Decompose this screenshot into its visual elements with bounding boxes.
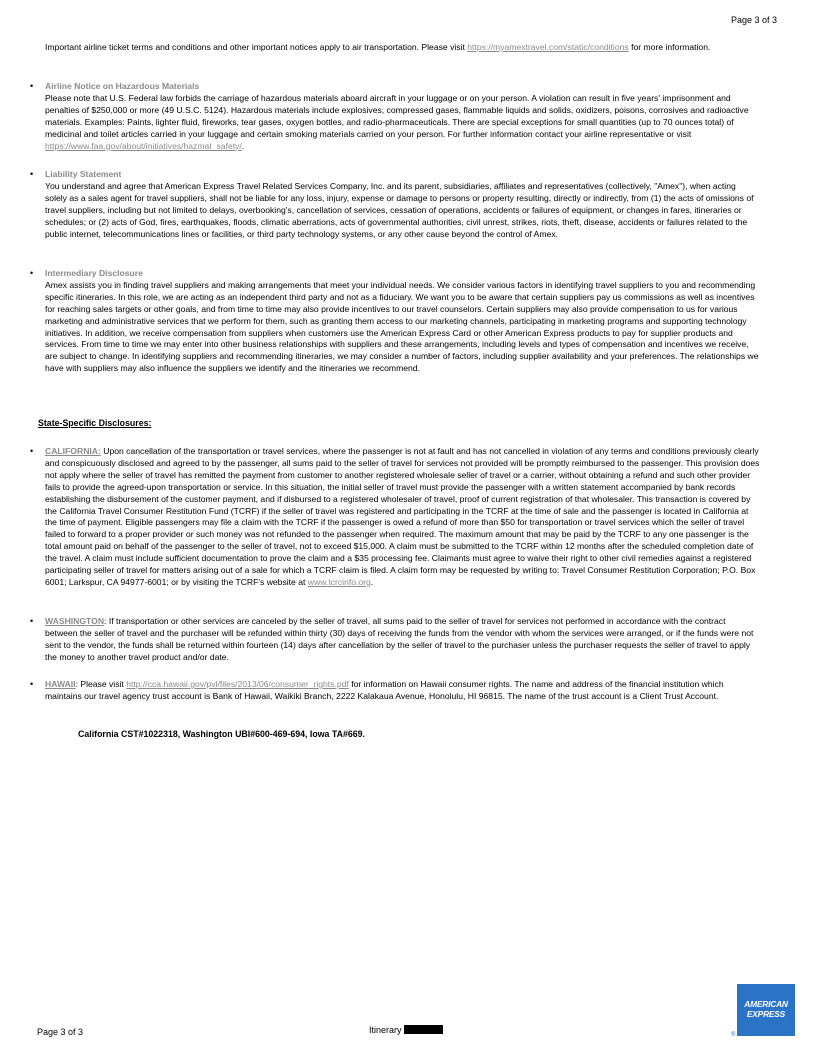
bullet-icon: • bbox=[30, 169, 34, 179]
conditions-link[interactable]: https://myamextravel.com/static/conditions bbox=[467, 42, 629, 52]
tcrf-link[interactable]: www.tcrcinfo.org bbox=[307, 576, 371, 587]
bullet-icon: • bbox=[30, 446, 34, 456]
footer-page-number: Page 3 of 3 bbox=[37, 1027, 84, 1037]
intro-paragraph: Important airline ticket terms and conditions and other important notices apply to air transportation. Please visit https://myamextravel.com/static/conditions for more information. bbox=[45, 42, 711, 52]
hazmat-title: Airline Notice on Hazardous Materials bbox=[45, 81, 200, 91]
california-section: CALIFORNIA: Upon cancellation of the transportation or travel services, where the passenger is not at fault and has not cancelled in violation of any terms and conditions previously clearly and conspicuously disclosed and agreed to by the passenger, all sums paid to the seller of travel for services not provided will be promptly reimbursed to the passenger. This provision does not apply where the seller of travel has remitted the payment from customer to another registered wholesale seller of travel or a carrier, without obtaining a refund and such other provider fails to provide the agreed-upon transportation or service. In this situation, the initial seller of travel must provide the passenger with a written statement accompanied by bank records establishing the disbursement of the customer payment, and if disbursed to a registered wholesaler of travel, proof of current registration of that wholesaler. This transaction is covered by the California Travel Consumer Restitution Fund (TCRF) if the seller of travel was registered and participating in the TCRF at the time of sale and the passenger is located in California at the time of payment. Eligible passengers may file a claim with the TCRF if the passenger is owed a refund of more than $50 for transportation or travel services which the seller of travel failed to forward to a proper provider or such money was not refunded to the passenger when required. The maximum amount that may be paid by the TCRF to any one passenger is the total amount paid on behalf of the passenger to the seller of travel, not to exceed $15,000. A claim must be submitted to the TCRF within 12 months after the scheduled completion date of the travel. A claim must include sufficient documentation to prove the claim and a $35 processing fee. Claimants must agree to waive their right to other civil remedies against a registered participating seller of travel for matters arising out of a sale for which a TCRF claim is filed. A claim form may be requested by writing to: Travel Consumer Restitution Corporation; P.O. Box 6001; Larkspur, CA 94977-6001; or by visiting the TCRF's website at www.tcrcinfo.org. bbox=[45, 446, 760, 587]
washington-label[interactable]: WASHINGTON bbox=[45, 616, 105, 626]
bullet-icon: • bbox=[30, 616, 34, 626]
liability-title: Liability Statement bbox=[45, 169, 122, 179]
hawaii-consumer-rights-link[interactable]: http://cca.hawaii.gov/pvl/files/2013/06/consumer_rights.pdf bbox=[126, 679, 349, 689]
hawaii-label[interactable]: HAWAII bbox=[45, 679, 76, 689]
intermediary-title: Intermediary Disclosure bbox=[45, 268, 143, 278]
hazmat-text: Please note that U.S. Federal law forbids the carriage of hazardous materials aboard aircraft in your luggage or on your person. A violation can result in five years' imprisonment and penalties of $250,000 or more (49 U.S.C. 5124). Hazardous materials include explosives, compressed gases, flammable liquids and solids, oxidizers, poisons, corrosives and radioactive materials. Examples: Paints, lighter fluid, fireworks, tear gases, oxygen bottles, and radio-pharmaceuticals. There are special exceptions for small quantities (up to 70 ounces total) of medicinal and toilet articles carried in your luggage and certain smoking materials carried on your person. For further information contact your airline representative or visit https://www.faa.gov/about/initiatives/hazmat_safety/. bbox=[45, 92, 749, 151]
bullet-icon: • bbox=[30, 268, 34, 278]
footer-itinerary-label: Itinerary bbox=[369, 1025, 402, 1035]
logo-line1: AMERICAN bbox=[744, 999, 788, 1009]
state-disclosures-title: State-Specific Disclosures: bbox=[38, 418, 152, 428]
bullet-icon: • bbox=[30, 81, 34, 91]
logo-line2: EXPRESS bbox=[746, 1009, 786, 1019]
faa-link[interactable]: https://www.faa.gov/about/initiatives/hazmat_safety/ bbox=[45, 140, 242, 151]
registration-numbers: California CST#1022318, Washington UBI#600-469-694, Iowa TA#669. bbox=[78, 729, 365, 739]
hawaii-section: HAWAII: Please visit http://cca.hawaii.gov/pvl/files/2013/06/consumer_rights.pdf for information on Hawaii consumer rights. The name and address of the financial institution which maintains our travel agency trust account is Bank of Hawaii, Waikiki Branch, 2222 Kalakaua Avenue, Honolulu, HI 96815. The name of the trust account is a Client Trust Account. bbox=[45, 679, 724, 701]
liability-text: You understand and agree that American Express Travel Related Services Company, Inc. and its parent, subsidiaries, affiliates and representatives (collectively, "Amex"), when acting solely as a sales agent for travel suppliers, shall not be liable for any loss, injury, expense or damage to persons or property resulting, directly or indirectly, from (1) the acts of omissions of travel suppliers, including but not limited to delays, overbooking's, cancellation of services, cessation of operations, accidents or failures of equipment, or changes in fares, itineraries or schedules; or (2) acts of God, fires, earthquakes, floods, climatic aberrations, acts of governmental authorities, civil unrest, strikes, riots, theft, disease, accidents or failures related to the public internet, telecommunications lines or facilities, or third party technology systems, or any other cause beyond the control of Amex. bbox=[45, 180, 754, 239]
bullet-icon: • bbox=[30, 679, 34, 689]
redacted-itinerary-number bbox=[404, 1025, 443, 1034]
liability-section bbox=[45, 169, 760, 240]
hazmat-section bbox=[45, 81, 760, 152]
california-label[interactable]: CALIFORNIA: bbox=[45, 446, 101, 456]
header-page-number: Page 3 of 3 bbox=[731, 15, 778, 25]
american-express-logo bbox=[737, 984, 795, 1036]
intermediary-text: Amex assists you in finding travel suppliers and making arrangements that meet your individual needs. We consider various factors in identifying travel suppliers to you and recommending specific itineraries. In this role, we are acting as an independent third party and not as a fiduciary. We want you to be aware that certain suppliers pay us commissions as well as incentives for reaching sales targets or other goals, and from time to time may also provide incentives to our travel counselors. Certain suppliers may also provide compensation to us for various marketing and administrative services that we perform for them, such as granting them access to our marketing channels, participating in marketing programs and supporting technology initiatives. In addition, we receive compensation from suppliers when customers use the American Express Card or other American Express products to pay for supplier products and services. From time to time we may enter into other business relationships with suppliers and these arrangements, including levels and types of compensation and incentives we receive, are subject to change. In identifying suppliers and recommending itineraries, we may consider a number of factors, including supplier availability and your preferences. The relationships we have with suppliers may also influence the suppliers we identify and the itineraries we recommend. bbox=[45, 279, 759, 374]
intermediary-section bbox=[45, 268, 760, 375]
registered-mark: ® bbox=[731, 1032, 736, 1038]
washington-section: WASHINGTON: If transportation or other services are canceled by the seller of travel, all sums paid to the seller of travel for services not performed in accordance with the contract between the seller of travel and the purchaser will be refunded within thirty (30) days of receiving the funds from the vendor with whom the services were arranged, or if the funds were not sent to the vendor, the funds shall be returned within fourteen (14) days after cancellation by the seller of travel to the purchaser unless the purchaser requests the seller of travel to apply the money to another travel product and/or date. bbox=[45, 616, 754, 662]
